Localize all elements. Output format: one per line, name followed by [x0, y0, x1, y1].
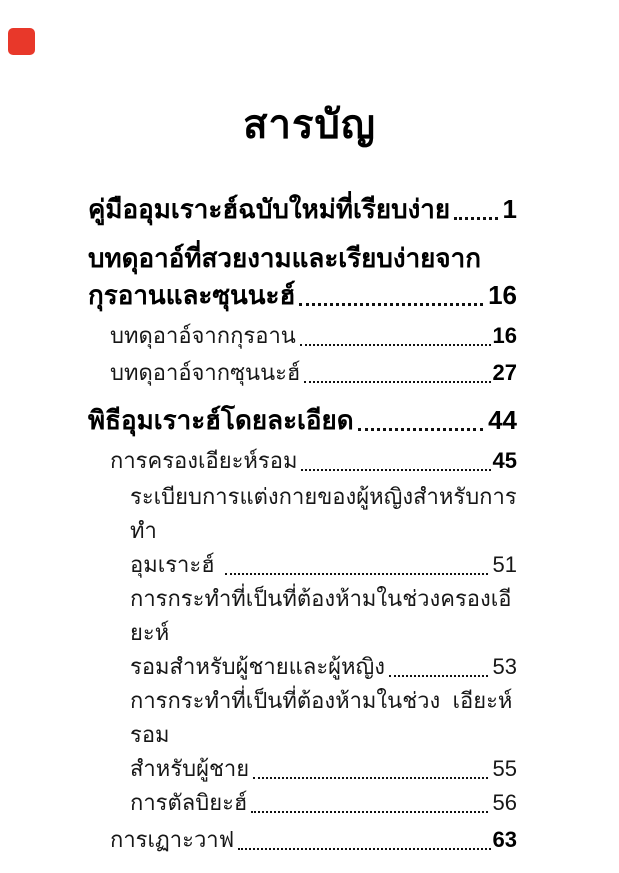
toc-entry-lastline [110, 355, 517, 390]
toc-entry[interactable] [0, 786, 619, 820]
dot-leader [389, 675, 487, 677]
page-number: 1 [502, 194, 517, 224]
toc-entry-label: รอมสำหรับผู้ชายและผู้หญิง [130, 654, 386, 679]
toc-entry-label: อุมเราะฮ์ [130, 552, 221, 577]
toc-entry-line: บทดุอาอ์ที่สวยงามและเรียบง่ายจาก [88, 243, 481, 273]
page-number: 27 [492, 360, 517, 385]
toc-entry[interactable] [0, 822, 619, 857]
toc-entry-label: การตัลบิยะฮ์ [130, 790, 248, 815]
toc-entry-lastline [130, 752, 517, 786]
toc-entry-lastline [130, 786, 517, 820]
toc-entry-label: กุรอานและซุนนะฮ์ [88, 280, 296, 310]
toc-entry-label: การครองเอียะห์รอม [110, 448, 298, 473]
toc-entry[interactable] [0, 355, 619, 390]
toc-entry[interactable] [0, 480, 619, 582]
toc-entry[interactable] [0, 318, 619, 353]
dot-leader [251, 811, 487, 813]
toc-entry-label: สำหรับผู้ชาย [130, 756, 250, 781]
dot-leader [301, 469, 490, 471]
toc-entry-label: บทดุอาอ์จากซุนนะฮ์ [110, 360, 301, 385]
toc-entry[interactable] [0, 402, 619, 439]
toc-entry[interactable] [0, 191, 619, 228]
toc-entry-line: การกระทำที่เป็นที่ต้องห้ามในช่วงครองเอียะห์ [130, 586, 512, 645]
toc-entry-lastline [88, 191, 517, 228]
page-number: 16 [488, 280, 517, 310]
dot-leader [300, 344, 491, 346]
dot-leader [304, 381, 490, 383]
page-number: 56 [492, 790, 517, 815]
dot-leader [253, 777, 487, 779]
page-title: สารบัญ [243, 103, 376, 147]
toc-entry-line: ระเบียบการแต่งกายของผู้หญิงสำหรับการทำ [130, 484, 517, 543]
dot-leader [238, 848, 490, 850]
red-square-marker [8, 28, 35, 55]
toc-entry-label: คู่มืออุมเราะฮ์ฉบับใหม่ที่เรียบง่าย [88, 194, 451, 224]
page-number: 44 [488, 405, 517, 435]
toc-entry-label: พิธีอุมเราะฮ์โดยละเอียด [88, 405, 354, 435]
dot-leader [454, 217, 497, 220]
toc-entry-lastline [110, 318, 517, 353]
toc-entry-lastline [110, 443, 517, 478]
dot-leader [358, 428, 483, 431]
toc-entry-lastline [130, 548, 517, 582]
toc-entry-label: การเฏาะวาฟ [110, 827, 235, 852]
toc-entry-lastline [130, 650, 517, 684]
page-number: 51 [492, 552, 517, 577]
toc-entry-line: การกระทำที่เป็นที่ต้องห้ามในช่วง เอียะห์รอม [130, 688, 513, 747]
toc-entry[interactable] [0, 582, 619, 684]
table-of-contents [0, 191, 619, 857]
page-number: 53 [492, 654, 517, 679]
toc-entry[interactable] [0, 240, 619, 314]
page-number: 16 [492, 323, 517, 348]
dot-leader [225, 573, 488, 575]
page-number: 45 [492, 448, 517, 473]
dot-leader [299, 303, 483, 306]
toc-entry[interactable] [0, 443, 619, 478]
toc-entry-lastline [88, 402, 517, 439]
toc-entry-lastline [110, 822, 517, 857]
toc-entry-label: บทดุอาอ์จากกุรอาน [110, 323, 296, 348]
page-number: 55 [492, 756, 517, 781]
toc-entry[interactable] [0, 684, 619, 786]
page-number: 63 [492, 827, 517, 852]
toc-entry-lastline [88, 277, 517, 314]
